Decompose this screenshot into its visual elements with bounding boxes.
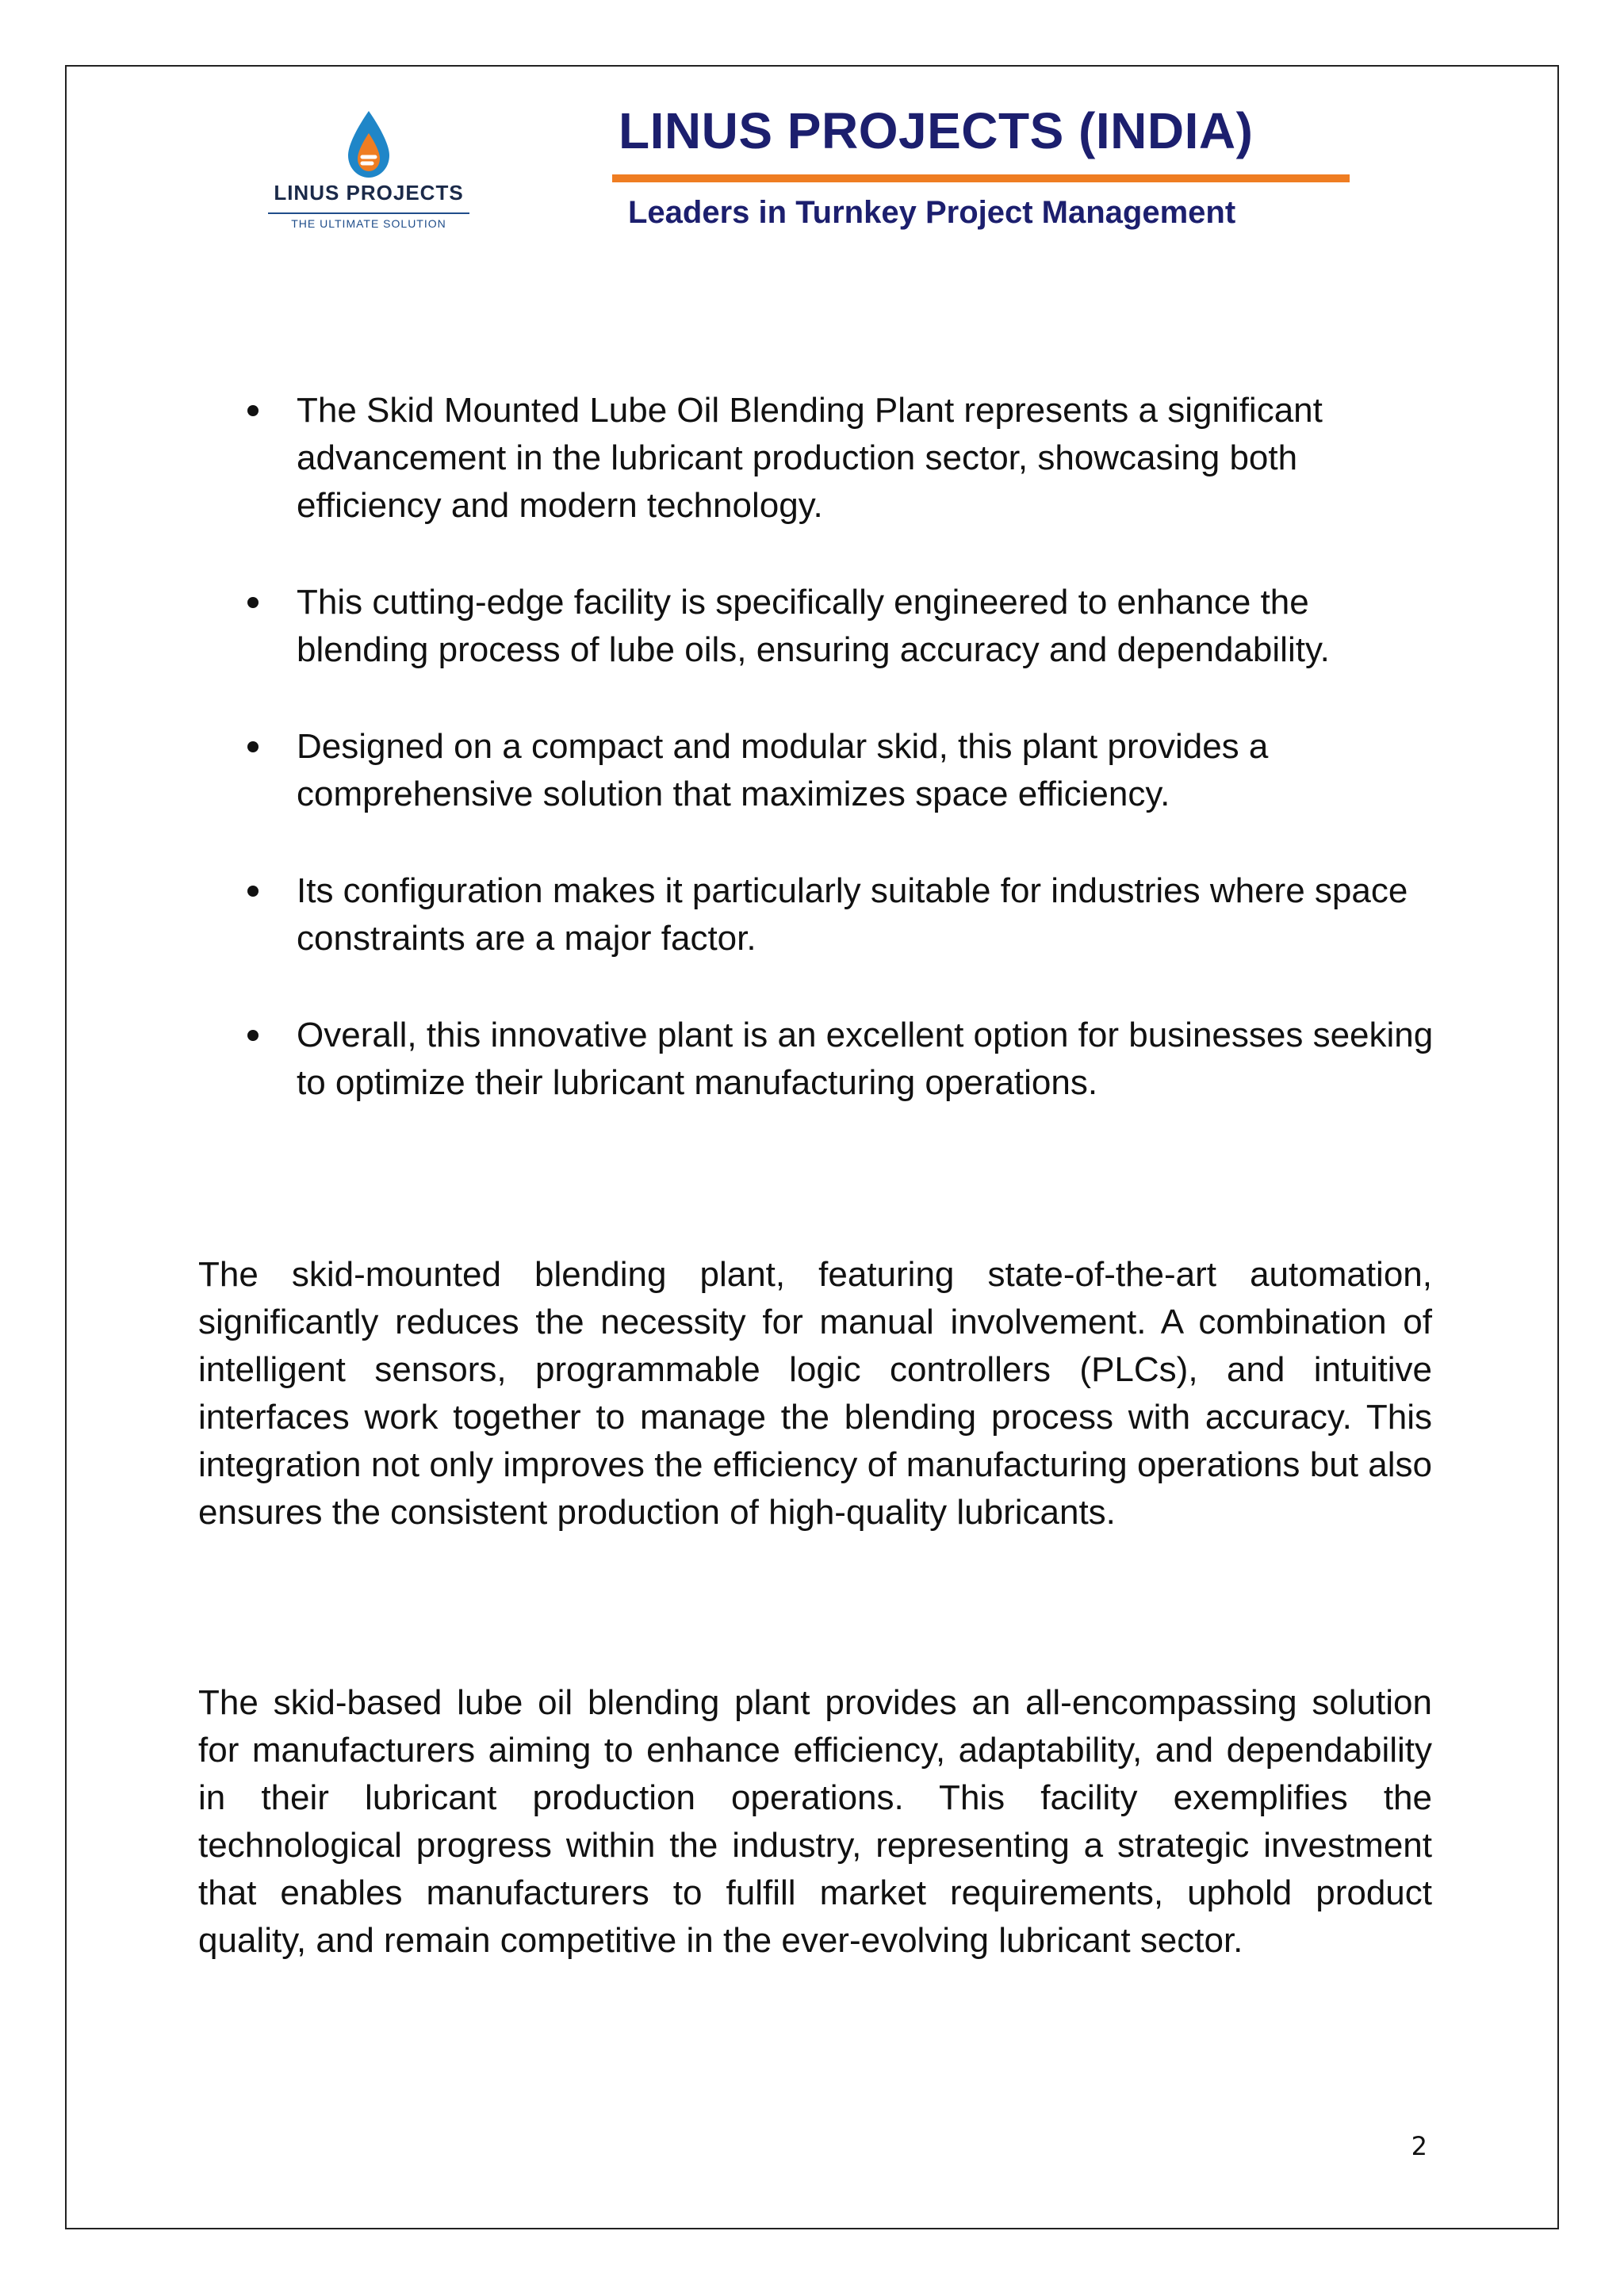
bullet-item	[238, 579, 1443, 674]
logo-tagline: THE ULTIMATE SOLUTION	[268, 212, 469, 230]
bullet-text: Overall, this innovative plant is an excellent option for businesses seeking to optimize their lubricant manufacturing operations.	[297, 1016, 1434, 1102]
bullet-dot-icon	[247, 741, 259, 752]
bullet-dot-icon	[247, 886, 259, 897]
company-title: LINUS PROJECTS (INDIA)	[619, 102, 1254, 159]
bullet-item	[238, 387, 1443, 530]
bullet-item	[238, 867, 1443, 962]
oil-drop-logo-icon	[342, 109, 396, 179]
bullet-dot-icon	[247, 405, 259, 416]
bullet-text: This cutting-edge facility is specifically engineered to enhance the blending process of lube oils, ensuring accuracy and dependability.	[297, 583, 1330, 669]
bullet-dot-icon	[247, 1030, 259, 1041]
logo-name: LINUS PROJECTS	[274, 181, 464, 205]
bullet-dot-icon	[247, 597, 259, 608]
bullet-item	[238, 723, 1443, 818]
company-logo	[254, 109, 484, 236]
bullet-text: Designed on a compact and modular skid, this plant provides a comprehensive solution that maximizes space efficiency.	[297, 727, 1269, 813]
company-subtitle: Leaders in Turnkey Project Management	[628, 195, 1236, 230]
bullet-item	[238, 1012, 1443, 1107]
bullet-text: The Skid Mounted Lube Oil Blending Plant represents a significant advancement in the lubricant production sector, showcasing both efficiency and modern technology.	[297, 391, 1323, 525]
body-paragraph-conclusion: The skid-based lube oil blending plant provides an all-encompassing solution for manufacturers aiming to enhance efficiency, adaptability, and dependability in their lubricant production operations. This facility exemplifies the technological progress within the industry, representing a strategic investment that enables manufacturers to fulfill market requirements, uphold product quality, and remain competitive in the ever-evolving lubricant sector.	[198, 1683, 1432, 1960]
bullet-text: Its configuration makes it particularly suitable for industries where space constraints are a major factor.	[297, 871, 1408, 958]
bullet-list	[238, 387, 1443, 1156]
body-paragraph-automation: The skid-mounted blending plant, featuring state-of-the-art automation, significantly reduces the necessity for manual involvement. A combination of intelligent sensors, programmable logic controllers (PLCs), and intuitive interfaces work together to manage the blending process with accuracy. This integration not only improves the efficiency of manufacturing operations but also ensures the consistent production of high-quality lubricants.	[198, 1255, 1432, 1532]
page-number: 2	[1411, 2131, 1427, 2161]
title-underline	[612, 174, 1350, 182]
